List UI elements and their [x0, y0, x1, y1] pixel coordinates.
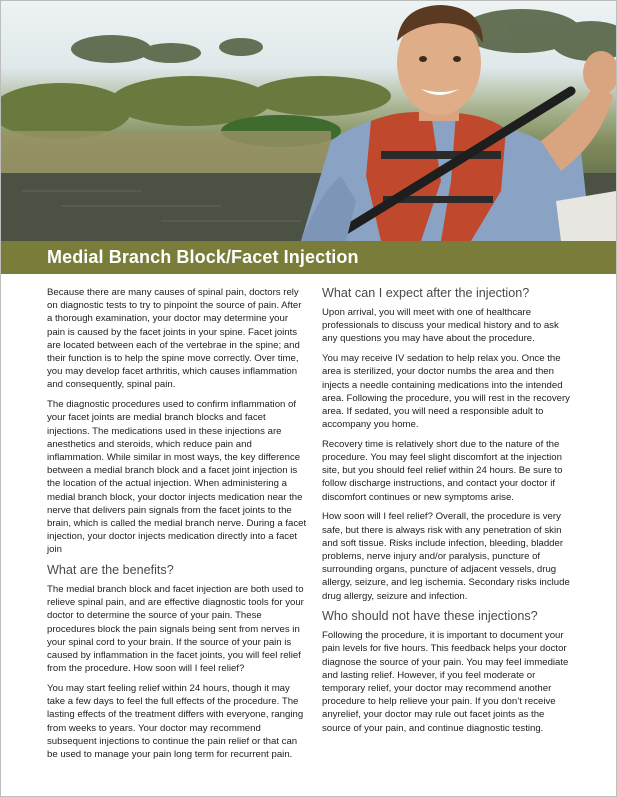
expect-paragraph-1: Upon arrival, you will meet with one of healthcare professionals to discuss your medical history and to ask any questions you may have about the procedure.: [322, 307, 559, 345]
kayaker-photo-illustration: [1, 1, 616, 241]
right-column: [322, 286, 572, 741]
intro-paragraph-2: The diagnostic procedures used to confirm inflammation of your facet joints are medial branch blocks and facet injections. The medications used in these injections are anesthetics and steroids, which reduce pain and inflammation. While similar in most ways, the key difference between a medial branch block and a facet joint injection is the location of the actual injection. When administering a medial branch block, your doctor injects medication near the nerve that delivers pain signals from the facet joints to the brain, which is called the medial branch nerve. During a facet injection, your doctor injects medication directly into a facet join: [47, 399, 307, 556]
title-banner: [1, 241, 616, 274]
page-title: Medial Branch Block/Facet Injection: [47, 247, 359, 267]
expect-paragraph-2: You may receive IV sedation to help relax you. Once the area is sterilized, your doctor numbs the area and then injects a needle containing medications into the intended area. Following the procedure, you will rest in the recovery area. If sedated, you will need a responsible adult to accompany you home.: [322, 353, 570, 431]
intro-paragraph-1: Because there are many causes of spinal pain, doctors rely on diagnostic tests to try to pinpoint the source of pain. After a thorough examination, your doctor may determine your pain is caused by the facet joints in your spine. Facet joints are located between each of the vertebrae in the spine; and their function is to help the spine move correctly. Over time, you may develop facet arthritis, which causes inflammation and consequently, spinal pain.: [47, 287, 302, 391]
benefits-paragraph-1: The medial branch block and facet injection are both used to relieve spinal pain, and are effective diagnostic tools for your doctor to determine the source of your pain. These procedures block the pain signals being sent from nerves in your spinal cord to your brain. If the source of your pain is caused by inflammation in the facet joints, you will feel relief from the procedure. How soon will I feel relief?: [47, 584, 304, 675]
left-column: [47, 286, 307, 768]
expect-paragraph-4: How soon will I feel relief? Overall, the procedure is very safe, but there is always risk with any penetration of skin and soft tissue. Risks include infection, bleeding, bladder problems, nerve injury and/or paralysis, puncture of surrounding organs, puncture of adjacent vessels, drug allergy, seizure, and leg ischemia. Secondary risks include drug allergy, seizure and infection.: [322, 511, 570, 602]
hero-photo: [1, 1, 616, 241]
expect-heading: What can I expect after the injection?: [322, 286, 530, 300]
benefits-heading: What are the benefits?: [47, 563, 174, 578]
benefits-paragraph-2: You may start feeling relief within 24 hours, though it may take a few days to feel the full effects of the procedure. The lasting effects of the treatment differs with everyone, ranging from weeks to years. Your doctor may recommend subsequent injections to continue the pain relief or that can be used to manage your pain long term for recurrent pain.: [47, 682, 304, 760]
not-have-heading: Who should not have these injections?: [322, 609, 538, 624]
expect-paragraph-3: Recovery time is relatively short due to the nature of the procedure. You may feel slight discomfort at the injection site, but you should feel relief within 24 hours. Be sure to follow discharge instructions, and contact your doctor if discomfort continues or new symptoms arise.: [322, 438, 563, 503]
not-have-paragraph-1: Following the procedure, it is important to document your pain levels for five hours. This feedback helps your doctor diagnose the source of your pain. You may feel immediate and lasting relief. However, if you feel moderate or temporary relief, your doctor may recommend another procedure to help relieve your pain. If you don’t receive anyrelief, your doctor may rule out facet joints as the source of your pain, and continue diagnostic testing.: [322, 630, 569, 734]
